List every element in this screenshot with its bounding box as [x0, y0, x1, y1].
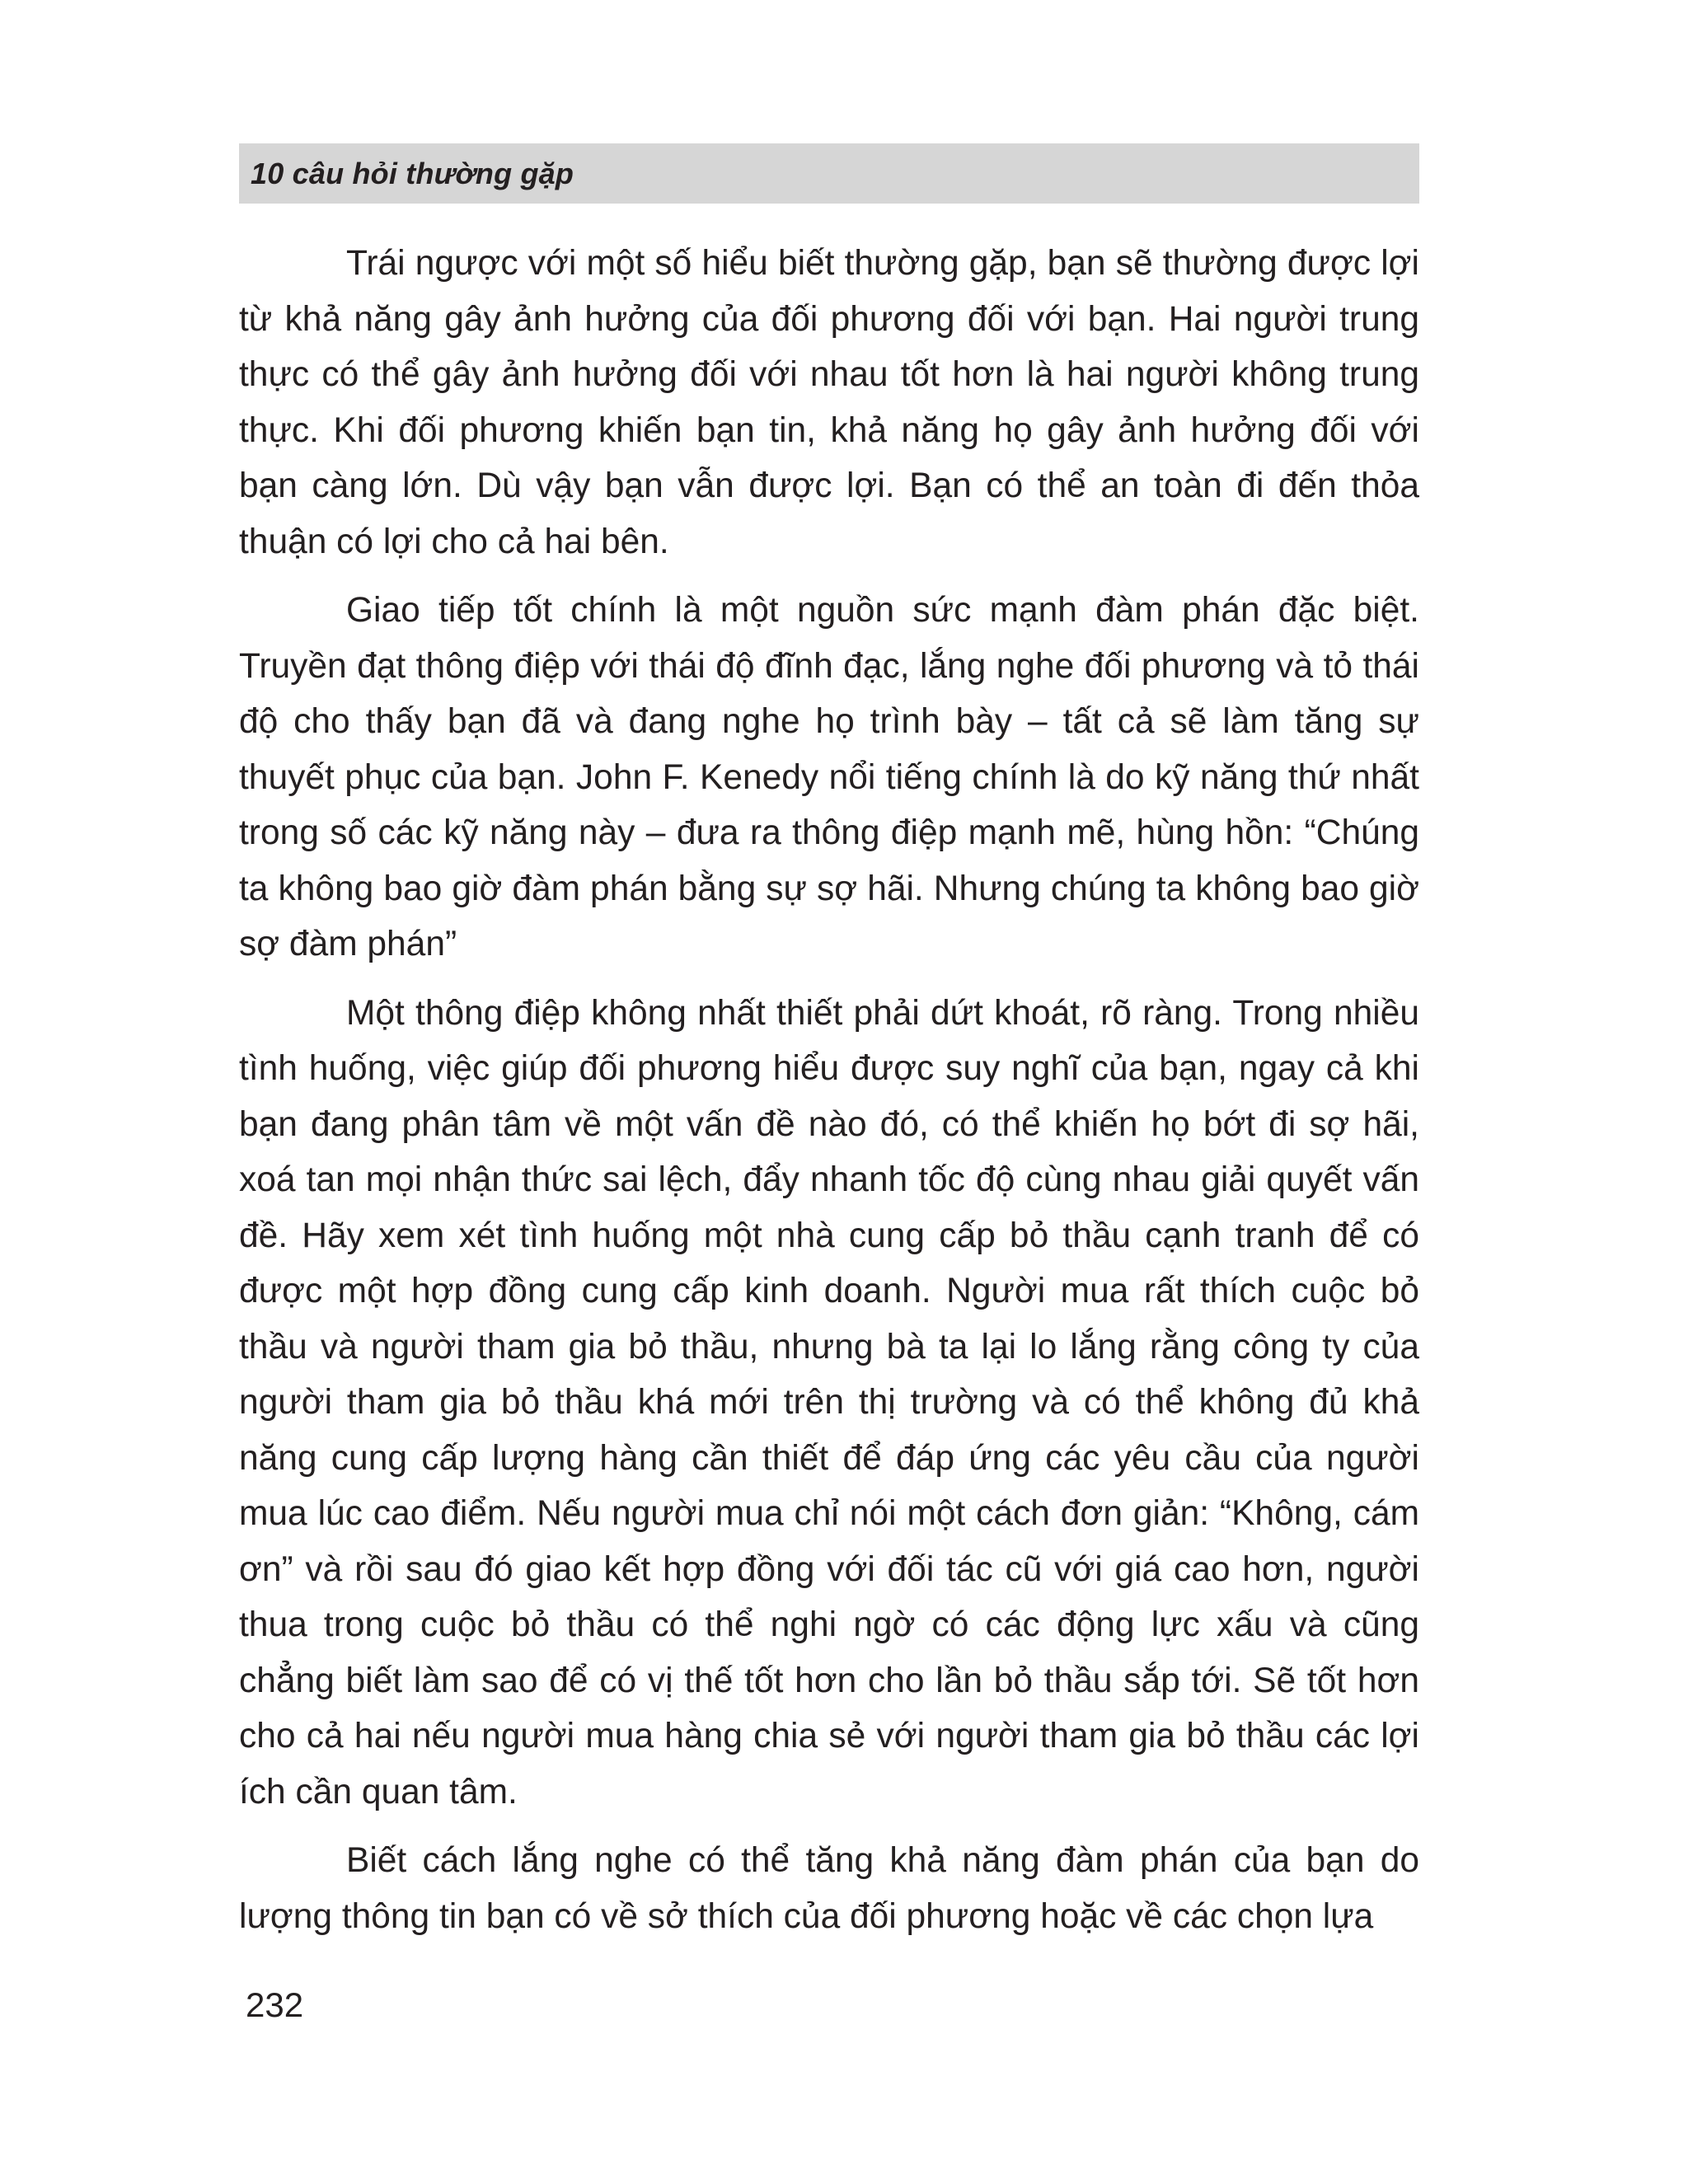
body-text [239, 236, 1419, 1944]
paragraph-1: Trái ngược với một số hiểu biết thường gặp, bạn sẽ thường được lợi từ khả năng gây ảnh hưởng của đối phương đối với bạn. Hai người trung thực có thể gây ảnh hưởng đối với nhau tốt hơn là hai người không trung thực. Khi đối phương khiến bạn tin, khả năng họ gây ảnh hưởng đối với bạn càng lớn. Dù vậy bạn vẫn được lợi. Bạn có thể an toàn đi đến thỏa thuận có lợi cho cả hai bên. [239, 244, 1419, 561]
paragraph-3: Một thông điệp không nhất thiết phải dứt khoát, rõ ràng. Trong nhiều tình huống, việc giúp đối phương hiểu được suy nghĩ của bạn, ngay cả khi bạn đang phân tâm về một vấn đề nào đó, có thể khiến họ bớt đi sợ hãi, xoá tan mọi nhận thức sai lệch, đẩy nhanh tốc độ cùng nhau giải quyết vấn đề. Hãy xem xét tình huống một nhà cung cấp bỏ thầu cạnh tranh để có được một hợp đồng cung cấp kinh doanh. Người mua rất thích cuộc bỏ thầu và người tham gia bỏ thầu, nhưng bà ta lại lo lắng rằng công ty của người tham gia bỏ thầu khá mới trên thị trường và có thể không đủ khả năng cung cấp lượng hàng cần thiết để đáp ứng các yêu cầu của người mua lúc cao điểm. Nếu người mua chỉ nói một cách đơn giản: “Không, cám ơn” và rồi sau đó giao kết hợp đồng với đối tác cũ với giá cao hơn, người thua trong cuộc bỏ thầu có thể nghi ngờ có các động lực xấu và cũng chẳng biết làm sao để có vị thế tốt hơn cho lần bỏ thầu sắp tới. Sẽ tốt hơn cho cả hai nếu người mua hàng chia sẻ với người tham gia bỏ thầu các lợi ích cần quan tâm. [239, 993, 1419, 1811]
paragraph-4: Biết cách lắng nghe có thể tăng khả năng đàm phán của bạn do lượng thông tin bạn có về sở thích của đối phương hoặc về các chọn lựa [239, 1841, 1419, 1936]
running-header [239, 143, 1419, 204]
page-number: 232 [246, 1985, 304, 2024]
paragraph-2: Giao tiếp tốt chính là một nguồn sức mạnh đàm phán đặc biệt. Truyền đạt thông điệp với thái độ đĩnh đạc, lắng nghe đối phương và tỏ thái độ cho thấy bạn đã và đang nghe họ trình bày – tất cả sẽ làm tăng sự thuyết phục của bạn. John F. Kenedy nổi tiếng chính là do kỹ năng thứ nhất trong số các kỹ năng này – đưa ra thông điệp mạnh mẽ, hùng hồn: “Chúng ta không bao giờ đàm phán bằng sự sợ hãi. Nhưng chúng ta không bao giờ sợ đàm phán” [239, 591, 1419, 963]
running-header-title: 10 câu hỏi thường gặp [251, 156, 574, 190]
